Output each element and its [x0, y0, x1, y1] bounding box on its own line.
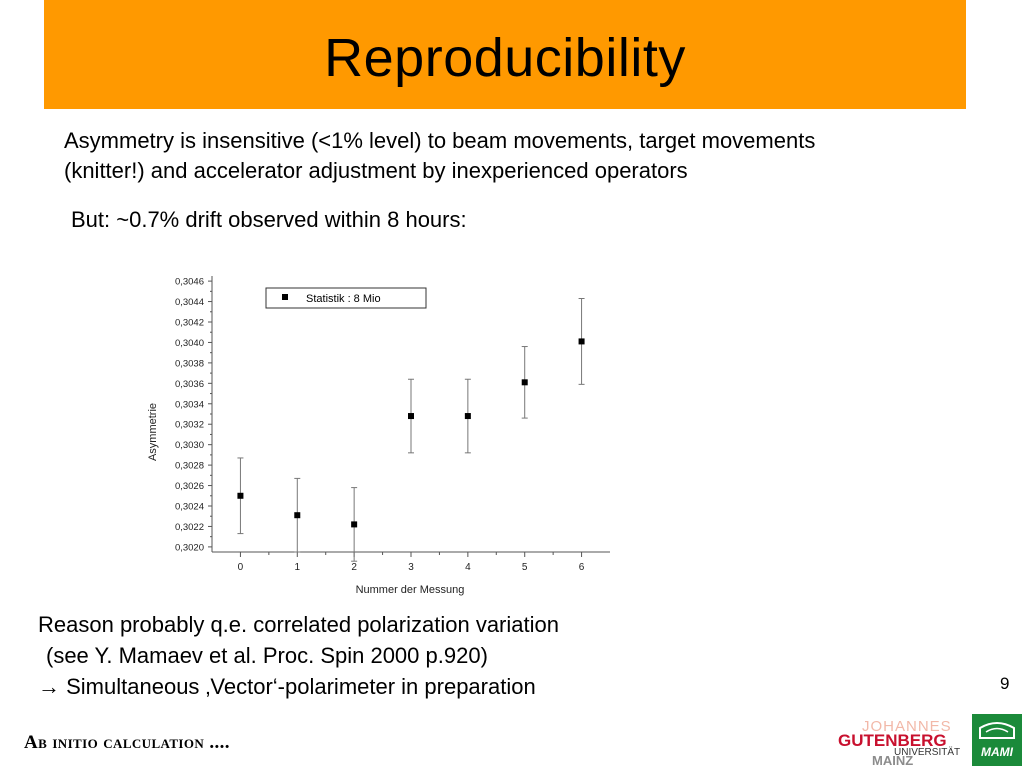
y-tick-label: 0,3032 — [174, 419, 204, 431]
conclusion-line-3 — [38, 671, 559, 702]
x-tick-label: 2 — [351, 562, 357, 573]
page-number: 9 — [1000, 674, 1010, 693]
y-tick-label: 0,3038 — [174, 358, 204, 370]
logo-jgu-line4: MAINZ — [872, 753, 914, 766]
logo-jgu-line1: JOHANNES — [862, 718, 952, 735]
gutenberg-university-logo — [836, 716, 964, 766]
y-tick-label: 0,3046 — [174, 276, 204, 288]
y-tick-label: 0,3022 — [174, 521, 204, 533]
data-point — [579, 338, 585, 344]
conclusion-line-2: (see Y. Mamaev et al. Proc. Spin 2000 p.920) — [46, 643, 488, 668]
x-tick-label: 4 — [465, 562, 471, 573]
legend-marker — [282, 294, 288, 300]
y-tick-label: 0,3044 — [174, 297, 204, 309]
y-tick-label: 0,3028 — [174, 460, 204, 472]
y-tick-label: 0,3042 — [174, 317, 204, 329]
data-point — [351, 521, 357, 527]
footer-text: Ab initio calculation .... — [24, 732, 230, 753]
y-tick-label: 0,3020 — [174, 542, 204, 554]
logo-jgu-line2: GUTENBERG — [838, 731, 947, 750]
conclusion-block — [38, 609, 559, 702]
arrow-right-icon: → — [38, 674, 60, 699]
data-point — [237, 493, 243, 499]
title-bar — [44, 0, 966, 109]
mami-logo — [972, 714, 1022, 766]
y-tick-label: 0,3040 — [174, 337, 204, 349]
data-point — [408, 413, 414, 419]
x-tick-label: 3 — [408, 562, 414, 573]
mami-logo-text: MAMI — [981, 745, 1013, 759]
conclusion-line-1: Reason probably q.e. correlated polarization variation — [38, 612, 559, 637]
x-tick-label: 6 — [578, 562, 585, 573]
drift-statement: But: ~0.7% drift observed within 8 hours: — [71, 207, 467, 232]
conclusion-line-3-text: Simultaneous ‚Vector‘-polarimeter in preparation — [66, 674, 536, 699]
y-tick-label: 0,3026 — [174, 481, 204, 493]
legend-label: Statistik : 8 Mio — [306, 293, 381, 305]
data-point — [522, 379, 528, 385]
intro-line-1: Asymmetry is insensitive (<1% level) to beam movements, target movements — [64, 128, 816, 153]
asymmetry-chart — [140, 268, 620, 604]
y-tick-label: 0,3024 — [174, 501, 204, 513]
slide-title: Reproducibility — [324, 27, 686, 88]
data-point — [465, 413, 471, 419]
x-axis-title: Nummer der Messung — [355, 584, 465, 596]
x-tick-label: 1 — [294, 562, 301, 573]
chart-marks — [237, 298, 584, 561]
intro-paragraph — [64, 126, 815, 186]
intro-line-2: (knitter!) and accelerator adjustment by inexperienced operators — [64, 158, 688, 183]
x-tick-label: 5 — [521, 562, 528, 573]
data-point — [294, 512, 300, 518]
y-tick-label: 0,3034 — [174, 399, 204, 411]
x-tick-label: 0 — [237, 562, 244, 573]
y-tick-label: 0,3036 — [174, 378, 204, 390]
y-axis-title: Asymmetrie — [147, 402, 159, 462]
chart-legend — [266, 288, 426, 308]
y-tick-label: 0,3030 — [174, 440, 204, 452]
logo-jgu-line3: UNIVERSITÄT — [894, 747, 961, 758]
